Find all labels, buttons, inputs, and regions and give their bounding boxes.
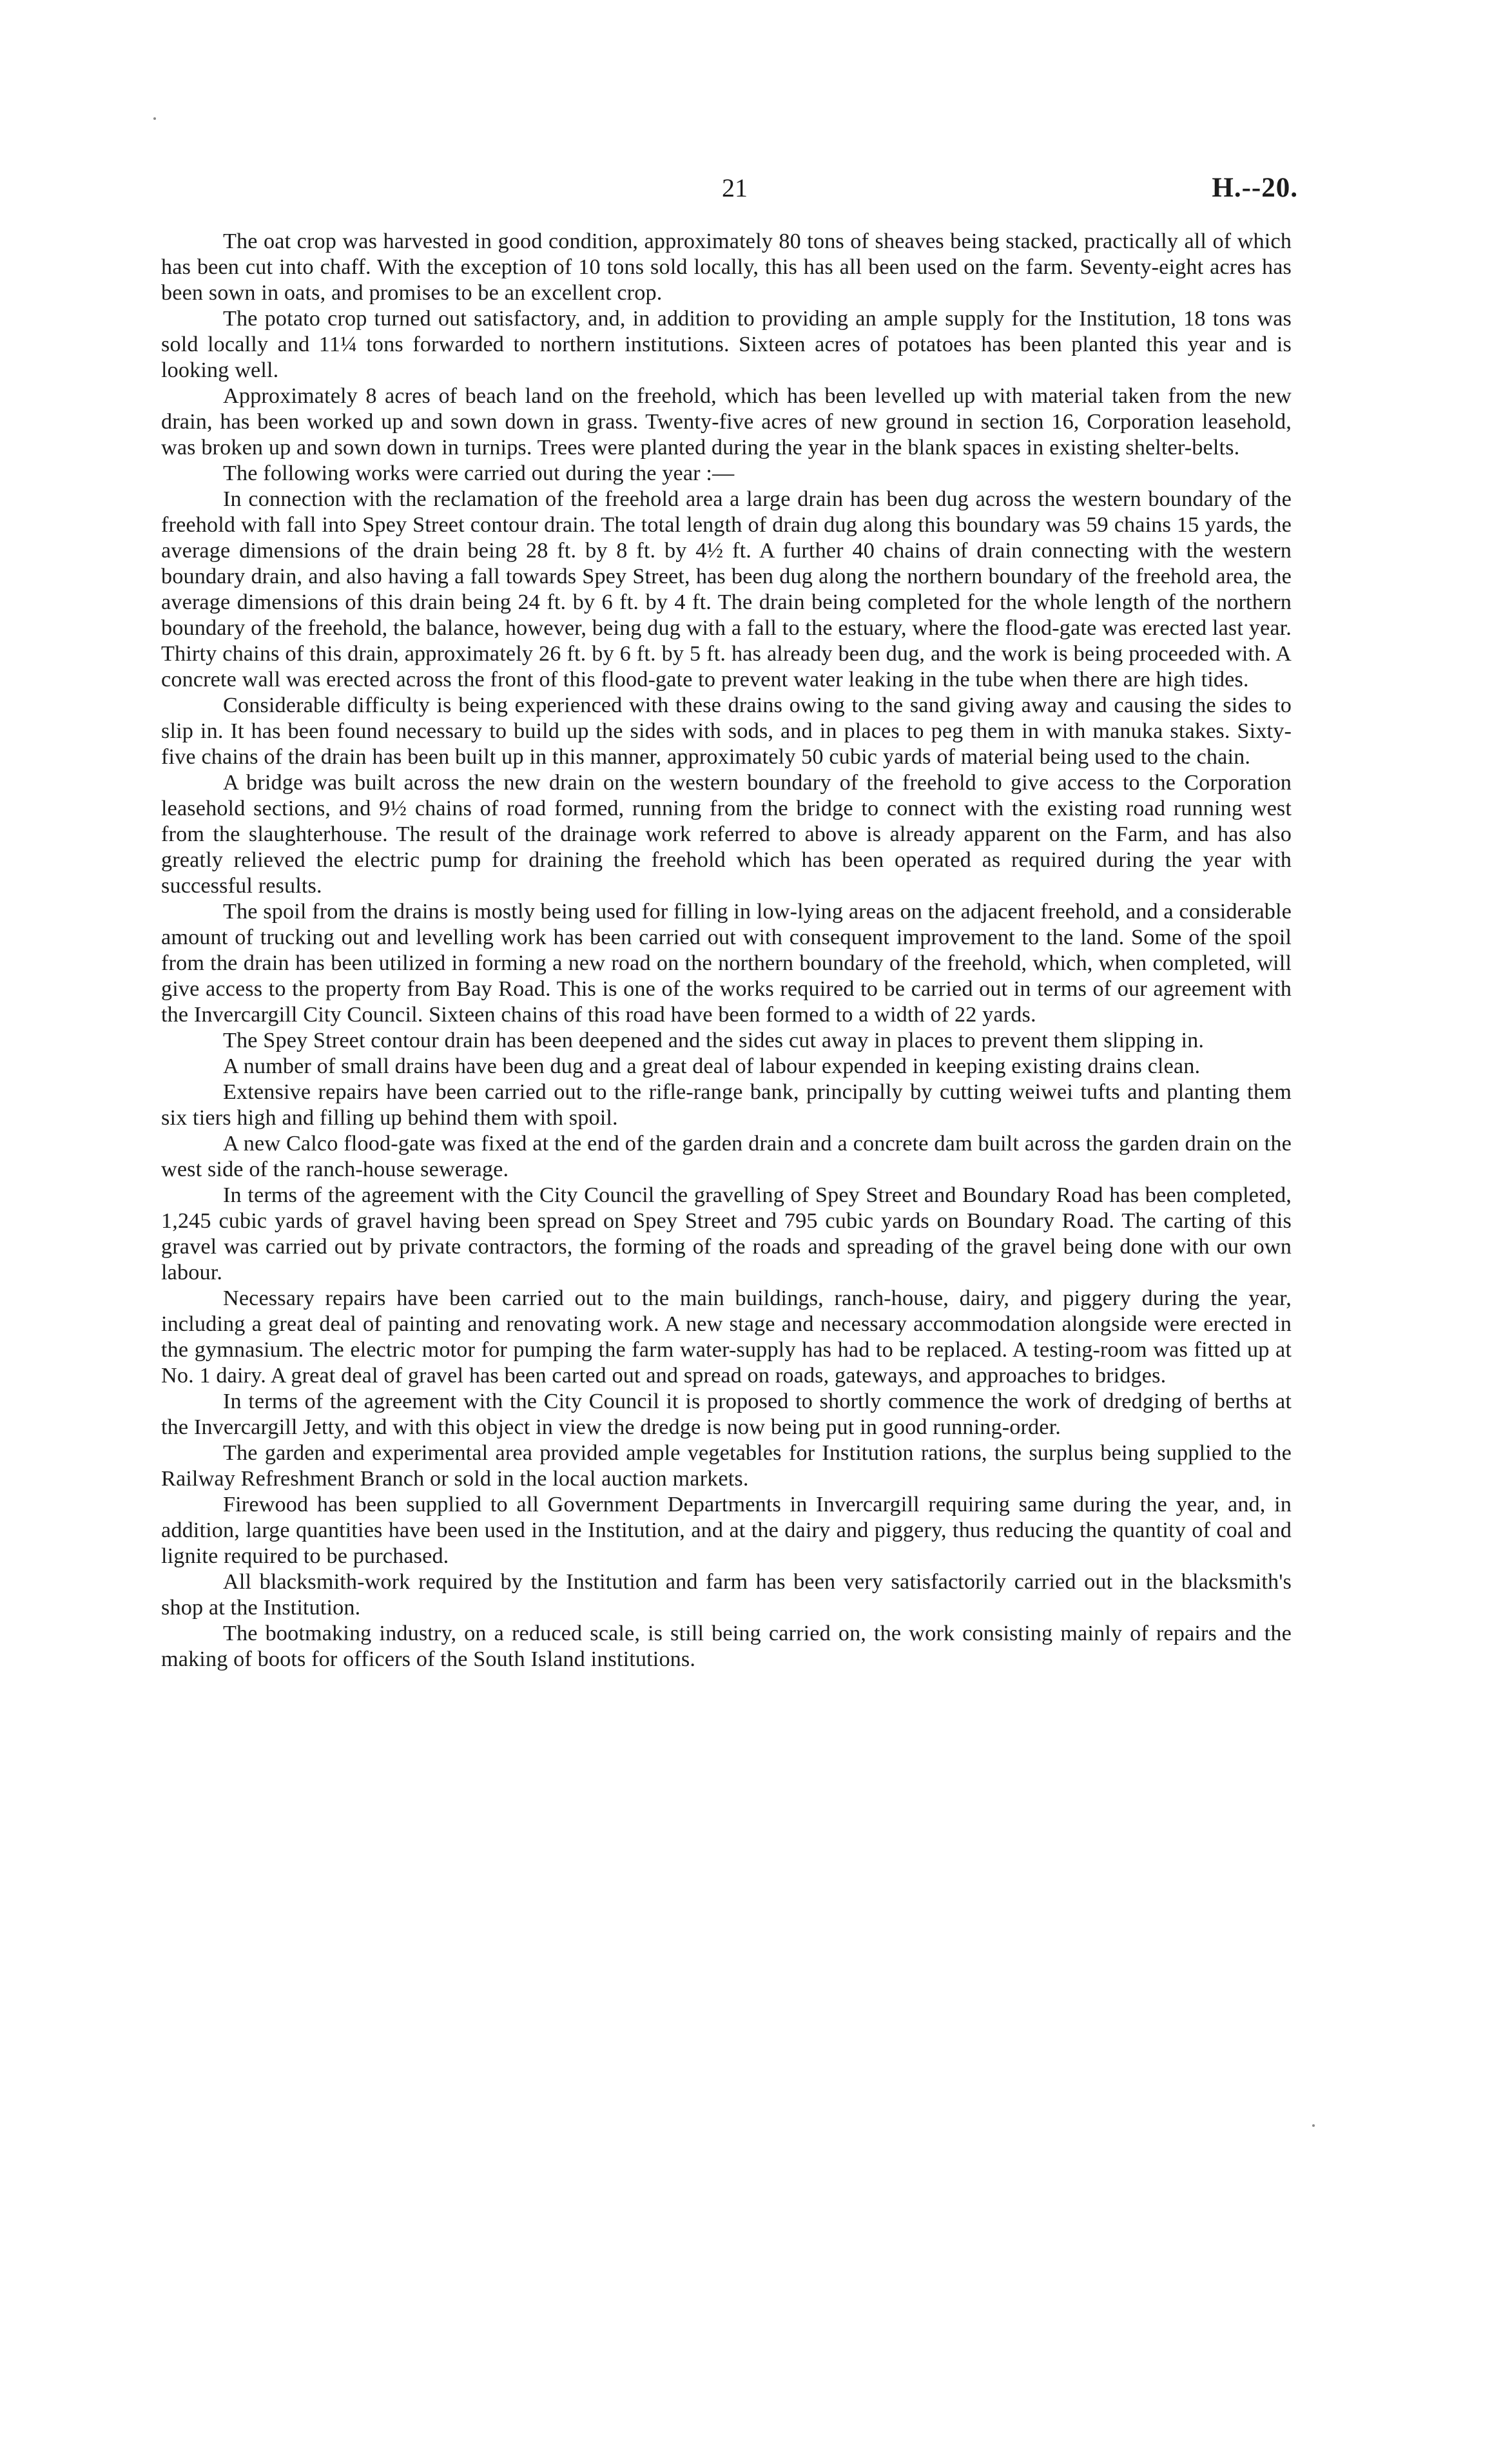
page-number: 21 <box>722 173 748 202</box>
paragraph-potato-crop: The potato crop turned out satisfactory, and, in addition to providing an ample supply for the Institution, 18 tons was sold locally and 11¼ tons forwarded to northern institutions. Sixteen acres of potatoes has been planted this year and is looking well. <box>161 307 1292 382</box>
paragraph-oat-crop: The oat crop was harvested in good condition, approximately 80 tons of sheaves being stacked, practically all of which has been cut into chaff. With the exception of 10 tons sold locally, this has all been used on the farm. Seventy-eight acres has been sown in oats, and promises to be an excellent crop. <box>161 229 1292 305</box>
paragraph-reclamation-drains: In connection with the reclamation of the freehold area a large drain has been dug across the western boundary of the freehold with fall into Spey Street contour drain. The total length of drain dug along this boundary was 59 chains 15 yards, the average dimensions of the drain being 28 ft. by 8 ft. by 4½ ft. A further 40 chains of drain connecting with the western boundary drain, and also having a fall towards Spey Street, has been dug along the northern boundary of the freehold area, the average dimensions of this drain being 24 ft. by 6 ft. by 4 ft. The drain being completed for the whole length of the northern boundary of the freehold, the balance, however, being dug with a fall to the estuary, where the flood-gate was erected last year. Thirty chains of this drain, approximately 26 ft. by 6 ft. by 5 ft. has already been dug, and the work is being proceeded with. A concrete wall was erected across the front of this flood-gate to prevent water leaking in the tube when there are high tides. <box>161 487 1292 692</box>
paragraph-flood-gate: A new Calco flood-gate was fixed at the end of the garden drain and a concrete dam built across the garden drain on the west side of the ranch-house sewerage. <box>161 1132 1292 1181</box>
paragraph-works-intro: The following works were carried out during the year :— <box>223 461 735 485</box>
paragraph-bootmaking: The bootmaking industry, on a reduced scale, is still being carried on, the work consisting mainly of repairs and the making of boots for officers of the South Island institutions. <box>161 1622 1292 1671</box>
paper-speck <box>1312 2124 1315 2127</box>
paragraph-garden: The garden and experimental area provided ample vegetables for Institution rations, the surplus being supplied to the Railway Refreshment Branch or sold in the local auction markets. <box>161 1441 1292 1491</box>
paragraph-bridge: A bridge was built across the new drain on the western boundary of the freehold to give access to the Corporation leasehold sections, and 9½ chains of road formed, running from the bridge to connect with the existing road running west from the slaughterhouse. The result of the drainage work referred to above is already apparent on the Farm, and has also greatly relieved the electric pump for draining the freehold which has been operated as required during the year with successful results. <box>161 771 1292 898</box>
paragraph-small-drains: A number of small drains have been dug and a great deal of labour expended in keeping existing drains clean. <box>223 1054 1201 1078</box>
paragraph-dredging: In terms of the agreement with the City Council it is proposed to shortly commence the work of dredging of berths at the Invercargill Jetty, and with this object in view the dredge is now being put in good running-order. <box>161 1390 1292 1439</box>
document-reference: H.--20. <box>1212 173 1298 203</box>
paragraph-building-repairs: Necessary repairs have been carried out to the main buildings, ranch-house, dairy, and piggery during the year, including a great deal of painting and renovating work. A new stage and necessary accommodation alongside were erected in the gymnasium. The electric motor for pumping the farm water-supply has had to be replaced. A testing-room was fitted up at No. 1 dairy. A great deal of gravel has been carted out and spread on roads, gateways, and approaches to bridges. <box>161 1286 1292 1388</box>
body-text <box>161 229 1292 1672</box>
paper-speck <box>153 117 156 120</box>
paragraph-drain-difficulty: Considerable difficulty is being experienced with these drains owing to the sand giving away and causing the sides to slip in. It has been found necessary to build up the sides with sods, and in places to peg them in with manuka stakes. Sixty-five chains of the drain has been built up in this manner, approximately 50 cubic yards of material being used to the chain. <box>161 693 1292 769</box>
paragraph-beach-land: Approximately 8 acres of beach land on the freehold, which has been levelled up with material taken from the new drain, has been worked up and sown down in grass. Twenty-five acres of new ground in section 16, Corporation leasehold, was broken up and sown down in turnips. Trees were planted during the year in the blank spaces in existing shelter-belts. <box>161 384 1292 460</box>
paragraph-gravelling: In terms of the agreement with the City Council the gravelling of Spey Street and Boundary Road has been completed, 1,245 cubic yards of gravel having been spread on Spey Street and 795 cubic yards on Boundary Road. The carting of this gravel was carried out by private contractors, the forming of the roads and spreading of the gravel being done with our own labour. <box>161 1183 1292 1284</box>
paragraph-rifle-range: Extensive repairs have been carried out to the rifle-range bank, principally by cutting weiwei tufts and planting them six tiers high and filling up behind them with spoil. <box>161 1080 1292 1130</box>
paragraph-contour-drain: The Spey Street contour drain has been deepened and the sides cut away in places to prevent them slipping in. <box>223 1029 1205 1052</box>
paragraph-spoil: The spoil from the drains is mostly being used for filling in low-lying areas on the adjacent freehold, and a considerable amount of trucking out and levelling work has been carried out with consequent improvement to the land. Some of the spoil from the drain has been utilized in forming a new road on the northern boundary of the freehold, which, when completed, will give access to the property from Bay Road. This is one of the works required to be carried out in terms of our agreement with the Invercargill City Council. Sixteen chains of this road have been formed to a width of 22 yards. <box>161 900 1292 1027</box>
paragraph-firewood: Firewood has been supplied to all Government Departments in Invercargill requiring same during the year, and, in addition, large quantities have been used in the Institution, and at the dairy and piggery, thus reducing the quantity of coal and lignite required to be purchased. <box>161 1493 1292 1568</box>
paragraph-blacksmith: All blacksmith-work required by the Institution and farm has been very satisfactorily carried out in the blacksmith's shop at the Institution. <box>161 1570 1292 1620</box>
